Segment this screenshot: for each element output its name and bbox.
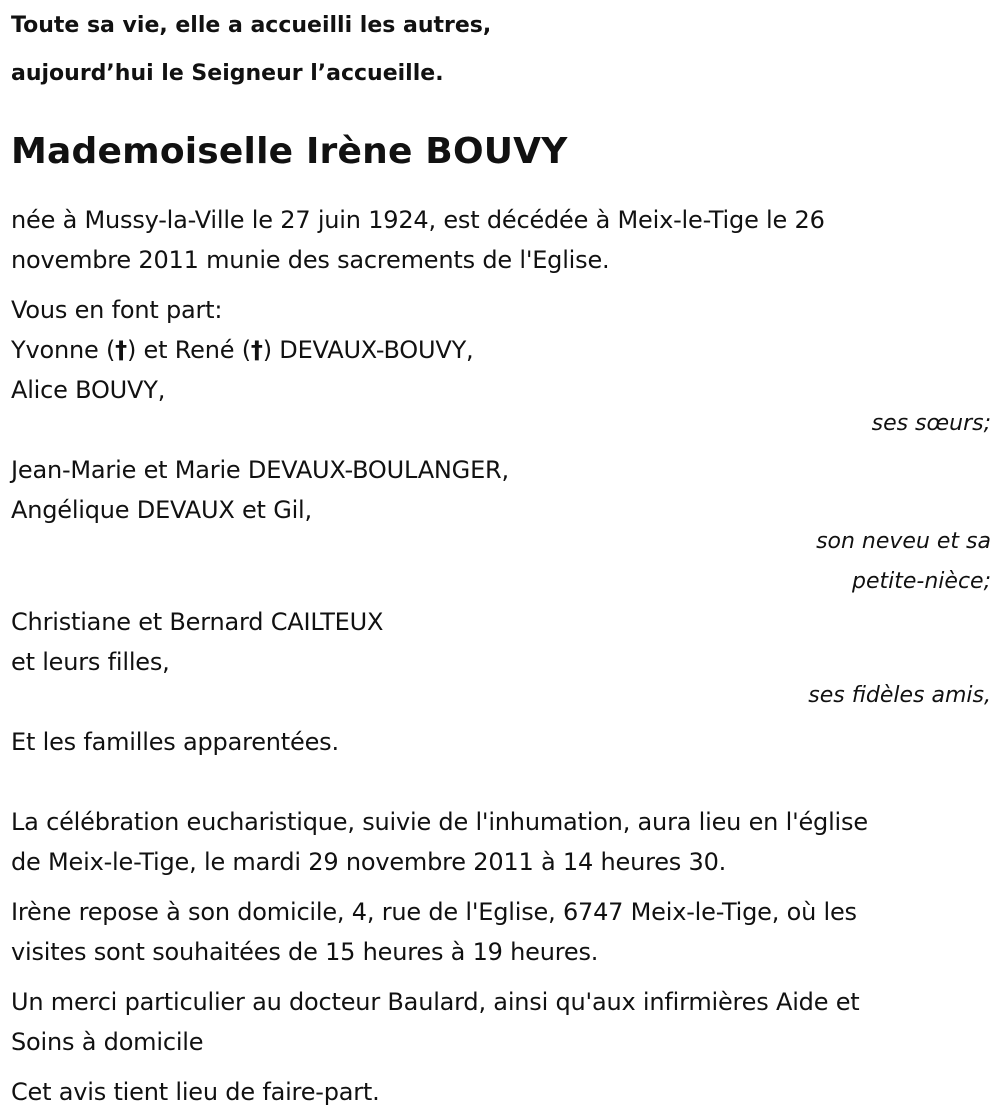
epigraph-line-1: Toute sa vie, elle a accueilli les autres, [11,13,492,38]
thanks-line-1: Un merci particulier au docteur Baulard, ainsi qu'aux infirmières Aide et [11,988,860,1016]
families-line: Et les familles apparentées. [11,728,339,756]
thanks-paragraph [11,982,991,1062]
intro-line-1: née à Mussy-la-Ville le 27 juin 1924, est décédée à Meix-le-Tige le 26 [11,206,825,234]
sisters-line-2: Alice BOUVY, [11,376,166,404]
sisters-relation: ses sœurs; [871,411,991,436]
sisters-group [11,330,991,435]
thanks-line-2: Soins à domicile [11,1028,204,1056]
sisters-line-1-b: ) et René ( [126,336,251,364]
ceremony-paragraph [11,802,991,882]
nephew-group [11,450,991,602]
ceremony-line-1: La célébration eucharistique, suivie de l'inhumation, aura lieu en l'église [11,808,868,836]
cross-icon: † [250,336,263,364]
nephew-line-2: Angélique DEVAUX et Gil, [11,496,312,524]
deceased-name: Mademoiselle Irène BOUVY [11,131,568,172]
intro-line-2: novembre 2011 munie des sacrements de l'Eglise. [11,246,610,274]
ceremony-line-2: de Meix-le-Tige, le mardi 29 novembre 2011 à 14 heures 30. [11,848,727,876]
friends-relation: ses fidèles amis, [808,683,991,708]
cross-icon: † [115,336,127,364]
visit-line-2: visites sont souhaitées de 15 heures à 19 heures. [11,938,599,966]
obituary-notice [11,0,991,1112]
sisters-line-1-c: ) DEVAUX-BOUVY, [262,336,474,364]
nephew-relation-line-2: petite-nièce; [852,569,991,594]
epigraph-line-2: aujourd’hui le Seigneur l’accueille. [11,61,444,86]
announcers-section [11,290,991,762]
intro-paragraph [11,200,991,280]
announcers-lead: Vous en font part: [11,296,223,324]
friends-line-1: Christiane et Bernard CAILTEUX [11,608,384,636]
nephew-line-1: Jean-Marie et Marie DEVAUX-BOULANGER, [11,456,509,484]
sisters-line-1 [11,330,991,370]
sisters-line-1-a: Yvonne ( [11,336,116,364]
closing-line: Cet avis tient lieu de faire-part. [11,1078,380,1106]
visit-paragraph [11,892,991,972]
friends-line-2: et leurs filles, [11,648,170,676]
friends-group [11,602,991,707]
visit-line-1: Irène repose à son domicile, 4, rue de l'Eglise, 6747 Meix-le-Tige, où les [11,898,857,926]
nephew-relation-line-1: son neveu et sa [816,529,991,554]
